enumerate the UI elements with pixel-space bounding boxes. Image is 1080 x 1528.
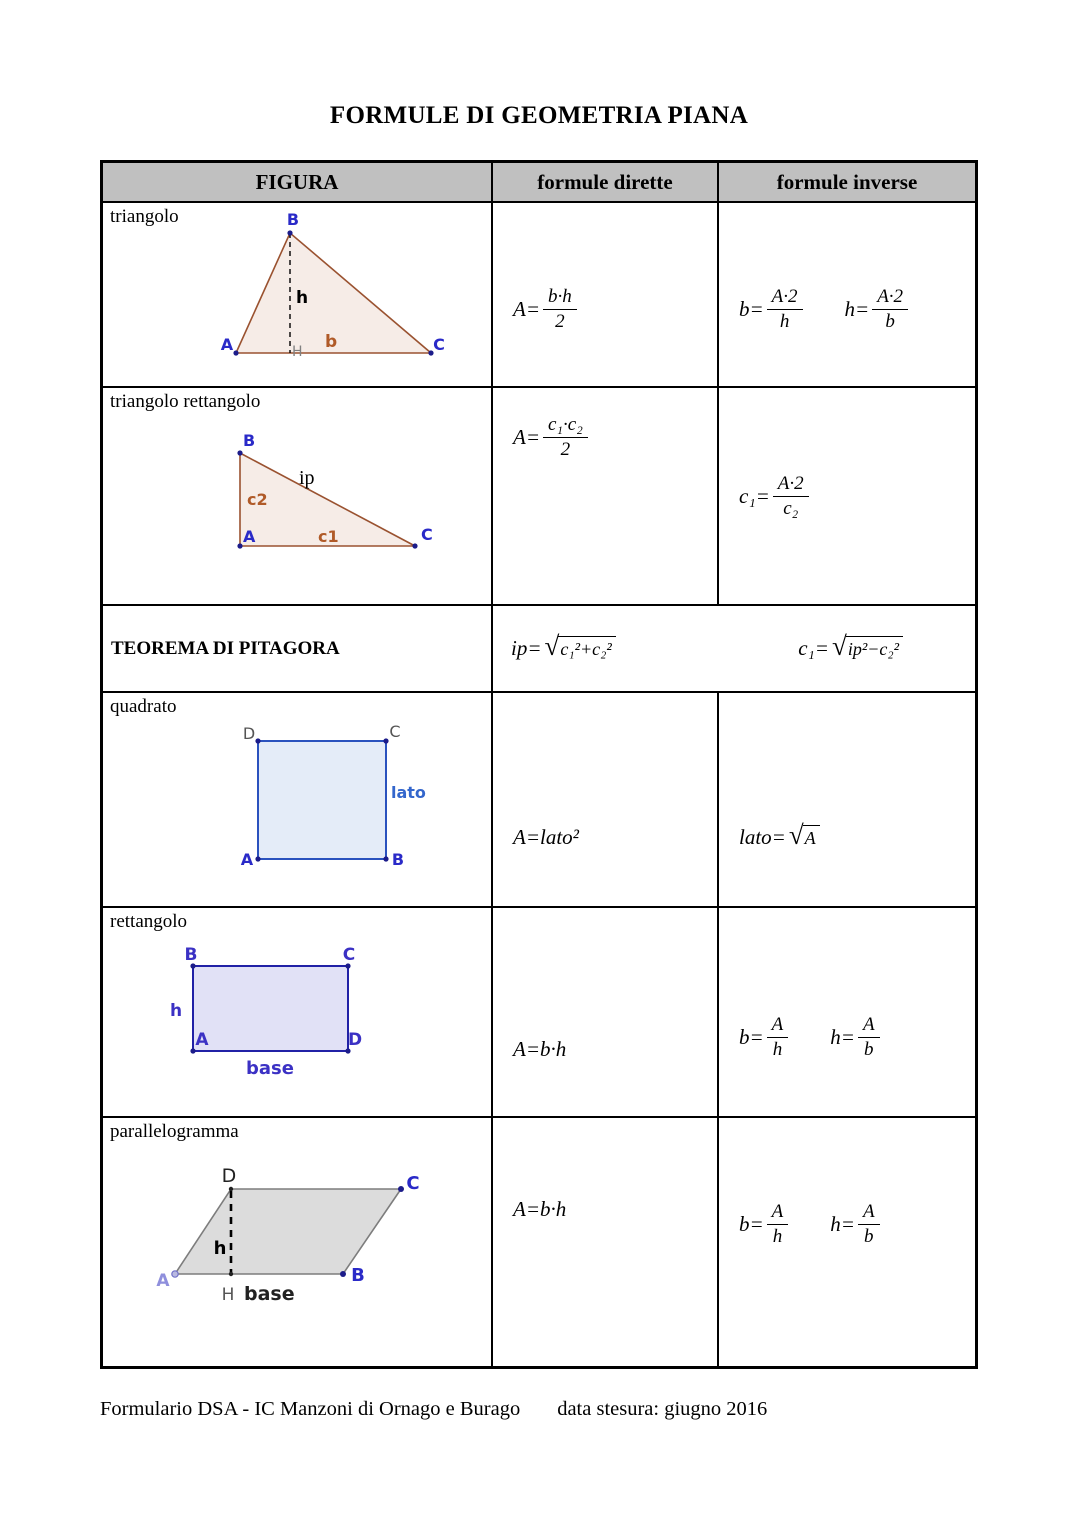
height-label: h bbox=[296, 288, 309, 308]
figure-cell-rettangolo bbox=[103, 908, 493, 1116]
vertex-a-label: A bbox=[156, 1271, 170, 1291]
direct-formula-cell-triangolo-rettangolo bbox=[493, 388, 719, 604]
right-triangle-figure bbox=[103, 388, 491, 604]
formula-height-inverse: h= $\frac{A}{b}$ bbox=[830, 1201, 879, 1248]
vertex-a-label: A bbox=[195, 1030, 209, 1050]
direct-formula-cell-parallelogramma bbox=[493, 1118, 719, 1366]
vertex-c-label: C bbox=[421, 525, 433, 544]
vertex-c-label: C bbox=[389, 722, 401, 741]
vertex-d-point bbox=[229, 1187, 233, 1191]
header-cell-formule-inverse: formule inverse bbox=[719, 163, 975, 201]
vertex-b-label: B bbox=[391, 850, 405, 869]
vertex-b-point bbox=[287, 230, 292, 235]
foot-label: H bbox=[221, 1285, 235, 1305]
vertex-a-label: A bbox=[220, 335, 234, 354]
height-label: h bbox=[169, 1001, 183, 1021]
side-label: lato bbox=[391, 783, 426, 802]
vertex-b-label: B bbox=[351, 1265, 365, 1286]
rectangle-figure bbox=[103, 908, 491, 1116]
formula-base-inverse: b= $\frac{A}{h}$ bbox=[739, 1201, 788, 1248]
vertex-c-point bbox=[398, 1186, 404, 1192]
direct-formula-cell-rettangolo bbox=[493, 908, 719, 1116]
inverse-formula-cell-triangolo-rettangolo bbox=[719, 388, 975, 604]
vertex-a-label: A bbox=[243, 527, 256, 546]
pythagoras-formula-cell bbox=[493, 606, 975, 691]
vertex-c-point bbox=[412, 543, 417, 548]
formula-cathetus: c₁= √ ip²−c₂² bbox=[798, 636, 903, 661]
sqrt-expression: √ c₁²+c₂² bbox=[545, 636, 616, 661]
figure-name-triangolo: triangolo bbox=[110, 206, 179, 227]
vertex-d-label: D bbox=[242, 724, 256, 743]
rectangle-shape bbox=[193, 966, 348, 1051]
radical-sign: √ bbox=[831, 631, 847, 662]
square-figure bbox=[103, 693, 491, 906]
height-label: h bbox=[213, 1238, 227, 1259]
figure-cell-parallelogramma bbox=[103, 1118, 493, 1366]
vertex-c-label: C bbox=[342, 945, 356, 965]
hypotenuse-label: ip bbox=[299, 467, 315, 489]
triangle-figure bbox=[103, 203, 491, 386]
vertex-a-point bbox=[255, 856, 260, 861]
vertex-c-label: C bbox=[406, 1173, 420, 1194]
vertex-d-label: D bbox=[221, 1165, 237, 1187]
sqrt-expression: √ A bbox=[789, 825, 820, 850]
inverse-formula-cell-rettangolo bbox=[719, 908, 975, 1116]
page-title: FORMULE DI GEOMETRIA PIANA bbox=[329, 102, 749, 129]
page-footer bbox=[100, 1398, 978, 1421]
vertex-b-label: B bbox=[243, 431, 256, 450]
direct-formula-cell-triangolo bbox=[493, 203, 719, 386]
formula-area-right-triangle: A= $\frac{\text{c₁·c₂}}{2}$ bbox=[513, 414, 588, 461]
vertex-b-point bbox=[383, 856, 388, 861]
formula-base-inverse: b= $\frac{A}{h}$ bbox=[739, 1014, 788, 1061]
vertex-a-point bbox=[233, 350, 238, 355]
inverse-formula-cell-parallelogramma bbox=[719, 1118, 975, 1366]
square-shape bbox=[258, 741, 386, 859]
formula-area-triangle: A= $\frac{b\cdot h}{2}$ bbox=[513, 286, 577, 333]
formula-area-rectangle: A=b·h bbox=[513, 1036, 567, 1061]
base-label: b bbox=[325, 332, 338, 352]
formula-height-inverse: h= $\frac{A}{b}$ bbox=[830, 1014, 879, 1061]
parallelogram-shape bbox=[175, 1189, 401, 1274]
vertex-a-label: A bbox=[240, 850, 254, 869]
base-label: base bbox=[244, 1283, 295, 1305]
formula-hypotenuse: ip= √ c₁²+c₂² bbox=[511, 636, 616, 661]
vertex-b-point bbox=[340, 1271, 346, 1277]
figure-name-triangolo-rettangolo: triangolo rettangolo bbox=[110, 391, 261, 412]
formula-area-square: A=lato² bbox=[513, 825, 579, 849]
footer-date: data stesura: giugno 2016 bbox=[557, 1398, 768, 1420]
leg1-label: c1 bbox=[318, 527, 339, 546]
row-pitagora bbox=[103, 606, 975, 693]
formula-side-inverse: lato= √ A bbox=[739, 825, 820, 850]
row-parallelogramma bbox=[103, 1118, 975, 1366]
formula-leg-inverse: c₁= $\frac{A\cdot 2}{\text{c₂}}$ bbox=[739, 473, 809, 520]
figure-name-quadrato: quadrato bbox=[110, 696, 177, 717]
row-quadrato bbox=[103, 693, 975, 908]
inverse-formula-cell-triangolo bbox=[719, 203, 975, 386]
formula-area-parallelogram: A=b·h bbox=[513, 1196, 567, 1221]
pythagoras-title: TEOREMA DI PITAGORA bbox=[103, 606, 493, 691]
footer-source: Formulario DSA - IC Manzoni di Ornago e Burago bbox=[100, 1398, 521, 1420]
radical-sign: √ bbox=[788, 820, 804, 851]
vertex-b-label: B bbox=[286, 210, 300, 229]
foot-label: H bbox=[292, 344, 303, 360]
header-cell-formule-dirette: formule dirette bbox=[493, 163, 719, 201]
figure-cell-triangolo bbox=[103, 203, 493, 386]
vertex-d-point bbox=[255, 738, 260, 743]
foot-point bbox=[229, 1272, 233, 1276]
vertex-a-point bbox=[172, 1271, 178, 1277]
formula-base-inverse: b= $\frac{A\cdot 2}{h}$ bbox=[739, 286, 803, 333]
row-rettangolo bbox=[103, 908, 975, 1118]
formula-table bbox=[100, 160, 978, 1369]
vertex-c-label: C bbox=[433, 335, 445, 354]
parallelogram-figure bbox=[103, 1118, 491, 1364]
figure-cell-quadrato bbox=[103, 693, 493, 906]
radical-sign: √ bbox=[544, 631, 560, 662]
header-cell-figura: FIGURA bbox=[103, 163, 493, 201]
figure-cell-triangolo-rettangolo bbox=[103, 388, 493, 604]
base-label: base bbox=[246, 1058, 294, 1079]
vertex-d-label: D bbox=[347, 1030, 363, 1050]
formula-height-inverse: h= $\frac{A\cdot 2}{b}$ bbox=[845, 286, 909, 333]
vertex-b-point bbox=[237, 450, 242, 455]
vertex-c-point bbox=[383, 738, 388, 743]
leg2-label: c2 bbox=[247, 490, 268, 509]
sqrt-expression: √ ip²−c₂² bbox=[832, 636, 903, 661]
vertex-b-label: B bbox=[184, 945, 198, 965]
figure-name-rettangolo: rettangolo bbox=[110, 911, 188, 932]
inverse-formula-cell-quadrato bbox=[719, 693, 975, 906]
figure-name-parallelogramma: parallelogramma bbox=[110, 1121, 239, 1142]
direct-formula-cell-quadrato bbox=[493, 693, 719, 906]
row-triangolo bbox=[103, 203, 975, 388]
vertex-a-point bbox=[237, 543, 242, 548]
table-header-row bbox=[103, 163, 975, 203]
row-triangolo-rettangolo bbox=[103, 388, 975, 606]
